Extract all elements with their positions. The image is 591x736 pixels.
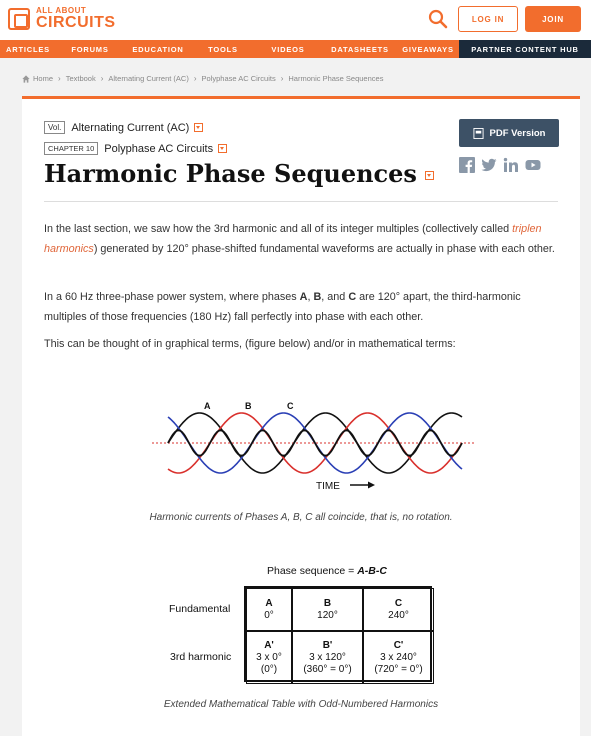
table-cell: B' 3 x 120° (360° = 0°) bbox=[292, 631, 363, 684]
volume-tag: Vol. bbox=[44, 121, 65, 134]
phase-sequence-table-figure bbox=[162, 561, 442, 691]
nav-giveaways[interactable]: GIVEAWAYS bbox=[402, 44, 454, 54]
linkedin-icon[interactable] bbox=[503, 157, 519, 173]
phase-label-c: C bbox=[287, 401, 294, 411]
social-links bbox=[459, 157, 541, 173]
breadcrumb-current[interactable]: Harmonic Phase Sequences bbox=[288, 74, 384, 83]
page-title-row bbox=[44, 159, 434, 188]
breadcrumb bbox=[22, 74, 383, 83]
phase-label-b: B bbox=[245, 401, 252, 411]
breadcrumb-textbook[interactable]: Textbook bbox=[65, 74, 96, 83]
nav-articles[interactable]: ARTICLES bbox=[6, 44, 50, 54]
chip-logo-icon bbox=[8, 8, 30, 30]
table-cell: C' 3 x 240° (720° = 0°) bbox=[363, 631, 434, 684]
harmonic-waveform-figure bbox=[142, 395, 482, 495]
nav-datasheets[interactable]: DATASHEETS bbox=[331, 44, 389, 54]
volume-row bbox=[44, 121, 203, 134]
logo-big-text: CIRCUITS bbox=[36, 14, 116, 31]
paragraph-graphical: This can be thought of in graphical terms, (figure below) and/or in mathematical terms: bbox=[44, 338, 456, 350]
title-divider bbox=[44, 201, 558, 202]
row-label-third-harmonic: 3rd harmonic bbox=[170, 651, 232, 663]
nav-forums[interactable]: FORUMS bbox=[71, 44, 109, 54]
twitter-icon[interactable] bbox=[481, 157, 497, 173]
chapter-dropdown-icon[interactable] bbox=[218, 144, 227, 153]
table-cell: A' 3 x 0° (0°) bbox=[246, 631, 292, 684]
table-cell: B 120° bbox=[292, 588, 363, 631]
search-icon[interactable] bbox=[428, 9, 448, 29]
table-cell: C 240° bbox=[363, 588, 434, 631]
main-nav bbox=[0, 40, 591, 58]
breadcrumb-separator-icon: › bbox=[100, 74, 104, 83]
top-bar bbox=[0, 0, 591, 40]
youtube-icon[interactable] bbox=[525, 157, 541, 173]
time-arrow-head-icon bbox=[368, 482, 375, 489]
breadcrumb-separator-icon: › bbox=[193, 74, 197, 83]
phase-sequence-title: Phase sequence = A-B-C bbox=[267, 565, 387, 577]
chapter-tag: CHAPTER 10 bbox=[44, 142, 98, 155]
page-title: Harmonic Phase Sequences bbox=[44, 159, 417, 188]
nav-education[interactable]: EDUCATION bbox=[132, 44, 184, 54]
breadcrumb-separator-icon: › bbox=[58, 74, 61, 83]
pdf-icon bbox=[473, 128, 484, 139]
breadcrumb-volume[interactable]: Alternating Current (AC) bbox=[108, 74, 189, 83]
figure-caption-waveform: Harmonic currents of Phases A, B, C all coincide, that is, no rotation. bbox=[149, 512, 453, 523]
content-card bbox=[22, 96, 580, 736]
time-label: TIME bbox=[316, 481, 340, 492]
site-logo[interactable] bbox=[8, 7, 116, 31]
pdf-version-label: PDF Version bbox=[489, 127, 546, 139]
nav-videos[interactable]: VIDEOS bbox=[271, 44, 305, 54]
figure-caption-table: Extended Mathematical Table with Odd-Numbered Harmonics bbox=[163, 699, 439, 710]
login-button[interactable]: LOG IN bbox=[458, 6, 518, 32]
nav-partner-content-hub[interactable]: PARTNER CONTENT HUB bbox=[459, 40, 591, 58]
table-cell: A 0° bbox=[246, 588, 292, 631]
volume-title[interactable]: Alternating Current (AC) bbox=[71, 121, 190, 134]
chapter-row bbox=[44, 142, 227, 155]
pdf-version-button[interactable] bbox=[459, 119, 559, 147]
breadcrumb-separator-icon: › bbox=[280, 74, 284, 83]
page-dropdown-icon[interactable] bbox=[425, 171, 434, 180]
breadcrumb-chapter[interactable]: Polyphase AC Circuits bbox=[201, 74, 276, 83]
phase-sequence-grid bbox=[244, 586, 432, 682]
nav-tools[interactable]: TOOLS bbox=[208, 44, 238, 54]
paragraph-three-phase: In a 60 Hz three-phase power system, where phases A, B, and C are 120° apart, the third-harmonic multiples of those frequencies (180 Hz) fall perfectly into phase with each other. bbox=[44, 291, 521, 323]
chapter-title[interactable]: Polyphase AC Circuits bbox=[104, 142, 214, 155]
volume-dropdown-icon[interactable] bbox=[194, 123, 203, 132]
home-icon bbox=[22, 75, 30, 83]
logo-small-text: ALL ABOUT bbox=[36, 6, 87, 15]
facebook-icon[interactable] bbox=[459, 157, 475, 173]
row-label-fundamental: Fundamental bbox=[169, 603, 231, 615]
phase-label-a: A bbox=[204, 401, 211, 411]
paragraph-intro: In the last section, we saw how the 3rd harmonic and all of its integer multiples (collectively called triplen harmonics) generated by 120° phase-shifted fundamental waveforms are actually in phase with each other. bbox=[44, 223, 555, 255]
join-button[interactable]: JOIN bbox=[525, 6, 581, 32]
triplen-harmonics-link[interactable]: triplen harmonics bbox=[44, 223, 542, 255]
breadcrumb-home[interactable]: Home bbox=[33, 74, 54, 83]
